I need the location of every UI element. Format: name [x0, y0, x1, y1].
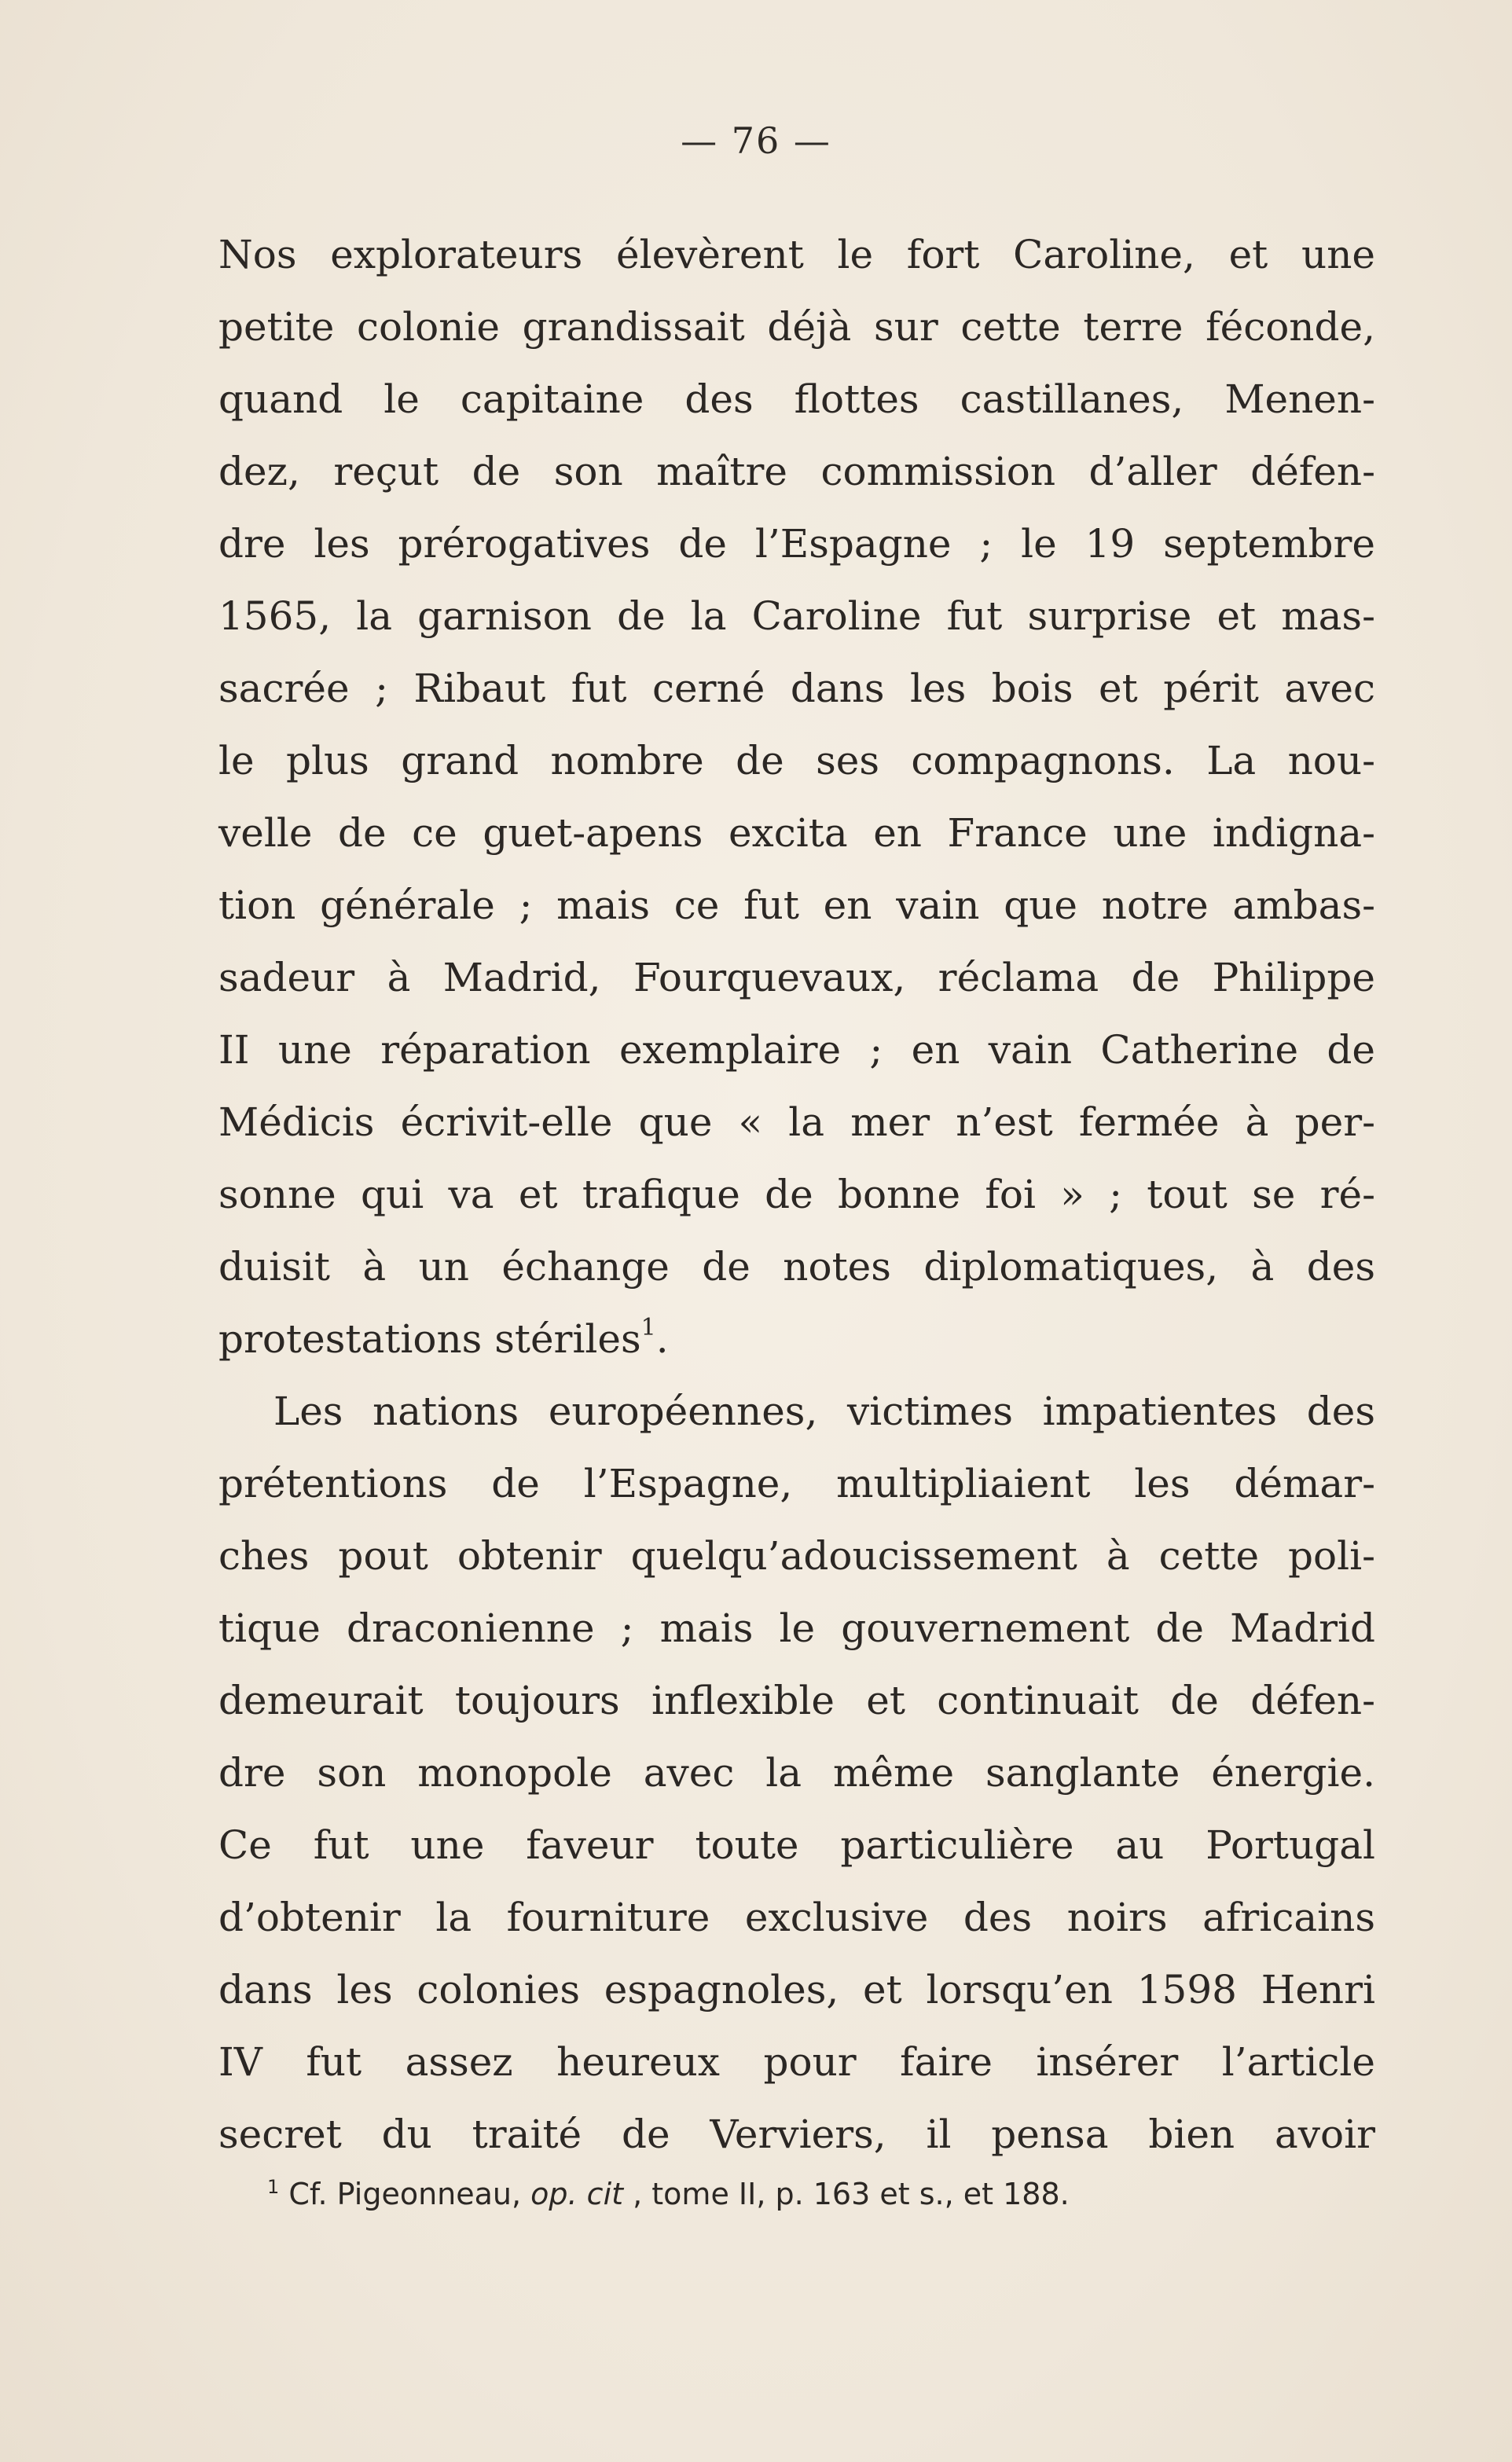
text-line: Médicis écrivit-elle que « la mer n’est fermée à per-: [218, 1099, 1375, 1145]
text-line: ches pout obtenir quelqu’adoucissement à cette poli-: [218, 1533, 1375, 1579]
text-line: secret du traité de Verviers, il pensa bien avoir: [218, 2112, 1375, 2157]
sentence-end: .: [655, 1316, 669, 1362]
text-line: dans les colonies espagnoles, et lorsqu’en 1598 Henri: [218, 1967, 1375, 2013]
text-line-content: protestations stériles: [218, 1316, 641, 1362]
text-line: 1565, la garnison de la Caroline fut surprise et mas-: [218, 593, 1375, 639]
text-line: II une réparation exemplaire ; en vain Catherine de: [218, 1027, 1375, 1073]
footnote-suffix: , tome II, p. 163 et s., et 188.: [623, 2177, 1070, 2211]
text-line: demeurait toujours inflexible et continuait de défen-: [218, 1678, 1375, 1723]
text-line-indented: Les nations européennes, victimes impatientes des: [273, 1389, 1375, 1434]
text-line: Nos explorateurs élevèrent le fort Caroline, et une: [218, 232, 1375, 277]
footnote: [267, 2177, 1367, 2211]
text-line: Ce fut une faveur toute particulière au Portugal: [218, 1822, 1375, 1868]
text-line-last: [218, 1303, 1375, 1375]
text-line: quand le capitaine des flottes castillanes, Menen-: [218, 376, 1375, 422]
text-line: sonne qui va et trafique de bonne foi » ; tout se ré-: [218, 1172, 1375, 1217]
text-line: tion générale ; mais ce fut en vain que notre ambas-: [218, 882, 1375, 928]
text-line: dez, reçut de son maître commission d’aller défen-: [218, 449, 1375, 494]
page-number-header: — 76 —: [681, 119, 831, 162]
text-line: dre son monopole avec la même sanglante énergie.: [218, 1750, 1375, 1796]
body-text: [218, 218, 1375, 2170]
text-line: tique draconienne ; mais le gouvernement de Madrid: [218, 1605, 1375, 1651]
text-line: duisit à un échange de notes diplomatiques, à des: [218, 1244, 1375, 1290]
text-line: velle de ce guet-apens excita en France une indigna-: [218, 810, 1375, 856]
text-line: le plus grand nombre de ses compagnons. La nou-: [218, 738, 1375, 783]
text-line: IV fut assez heureux pour faire insérer l’article: [218, 2039, 1375, 2085]
footnote-marker: 1: [267, 2176, 280, 2198]
text-line: d’obtenir la fourniture exclusive des noirs africains: [218, 1895, 1375, 1940]
footnote-italic: op. cit: [530, 2177, 624, 2211]
text-line: prétentions de l’Espagne, multipliaient les démar-: [218, 1461, 1375, 1506]
text-line: sacrée ; Ribaut fut cerné dans les bois et périt avec: [218, 666, 1375, 711]
footnote-reference[interactable]: 1: [640, 1314, 656, 1341]
text-line: petite colonie grandissait déjà sur cette terre féconde,: [218, 304, 1375, 350]
footnote-prefix: Cf. Pigeonneau,: [288, 2177, 531, 2211]
text-line: dre les prérogatives de l’Espagne ; le 19 septembre: [218, 521, 1375, 567]
text-line: sadeur à Madrid, Fourquevaux, réclama de Philippe: [218, 955, 1375, 1000]
